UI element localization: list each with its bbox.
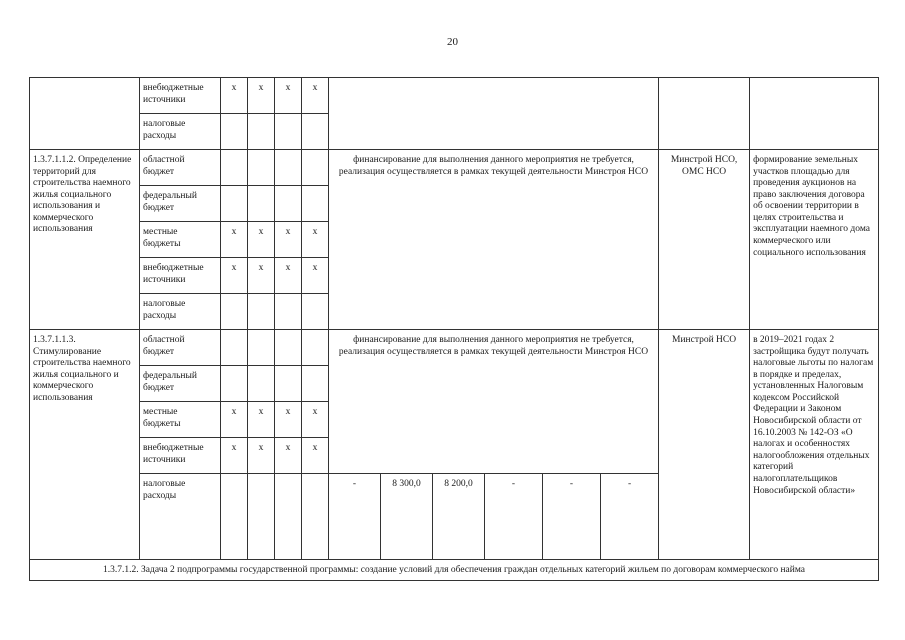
x-mark: x (221, 258, 248, 294)
source-cell: областной бюджет (140, 330, 221, 366)
x-mark: x (302, 438, 329, 474)
x-mark: x (248, 78, 275, 114)
source-cell: областной бюджет (140, 150, 221, 186)
source-cell: налоговые расходы (140, 114, 221, 150)
program-table (29, 77, 879, 581)
tax-value: - (329, 474, 381, 560)
x-mark: x (248, 258, 275, 294)
x-mark: x (275, 222, 302, 258)
x-mark: x (302, 402, 329, 438)
responsible-cell: Минстрой НСО (659, 330, 750, 560)
x-mark: x (221, 78, 248, 114)
note-cell: финансирование для выполнения данного мероприятия не требуется, реализация осуществляется в рамках текущей деятельности Минстроя НСО (329, 330, 659, 474)
source-cell: внебюджетные источники (140, 78, 221, 114)
x-mark: x (221, 438, 248, 474)
x-mark: x (248, 402, 275, 438)
table-row (30, 150, 879, 186)
x-mark: x (275, 402, 302, 438)
x-mark: x (248, 438, 275, 474)
x-mark: x (221, 402, 248, 438)
x-mark: x (248, 222, 275, 258)
x-mark: x (302, 78, 329, 114)
result-cell (750, 78, 879, 150)
x-mark: x (275, 258, 302, 294)
x-mark: x (221, 222, 248, 258)
source-cell: местные бюджеты (140, 222, 221, 258)
code-name-cell: 1.3.7.1.1.3. Стимулирование строительства наемного жилья социального и коммерческого использования (30, 330, 140, 560)
note-cell: финансирование для выполнения данного мероприятия не требуется, реализация осуществляется в рамках текущей деятельности Минстроя НСО (329, 150, 659, 330)
tax-value: - (485, 474, 543, 560)
x-mark: x (302, 222, 329, 258)
table-row (30, 78, 879, 114)
tax-value: 8 200,0 (433, 474, 485, 560)
tax-value: - (543, 474, 601, 560)
tax-value: - (601, 474, 659, 560)
task-row (30, 560, 879, 581)
source-cell: налоговые расходы (140, 294, 221, 330)
source-cell: внебюджетные источники (140, 258, 221, 294)
task-heading: 1.3.7.1.2. Задача 2 подпрограммы государственной программы: создание условий для обеспечения граждан отдельных категорий жильем по договорам коммерческого найма (30, 560, 879, 581)
code-name-cell: 1.3.7.1.1.2. Определение территорий для строительства наемного жилья социального использования и коммерческого использования (30, 150, 140, 330)
source-cell: федеральный бюджет (140, 186, 221, 222)
result-cell: в 2019–2021 годах 2 застройщика будут получать налоговые льготы по налогам в порядке и пределах, установленных Налоговым кодексом Российской Федерации и Законом Новосибирской области от 16.10.2003 № 142-ОЗ «О налогах и особенностях налогообложения отдельных категорий налогоплательщиков Новосибирской области» (750, 330, 879, 560)
source-cell: налоговые расходы (140, 474, 221, 560)
responsible-cell (659, 78, 750, 150)
code-name-cell (30, 78, 140, 150)
x-mark: x (275, 438, 302, 474)
responsible-cell: Минстрой НСО, ОМС НСО (659, 150, 750, 330)
x-mark: x (302, 258, 329, 294)
note-cell (329, 78, 659, 150)
source-cell: федеральный бюджет (140, 366, 221, 402)
source-cell: местные бюджеты (140, 402, 221, 438)
table-row (30, 330, 879, 366)
source-cell: внебюджетные источники (140, 438, 221, 474)
page-number: 20 (447, 36, 458, 48)
x-mark: x (275, 78, 302, 114)
result-cell: формирование земельных участков площадью для проведения аукционов на право заключения договора об освоении территории в целях строительства и эксплуатации наемного дома коммерческого или социального использования (750, 150, 879, 330)
tax-value: 8 300,0 (381, 474, 433, 560)
